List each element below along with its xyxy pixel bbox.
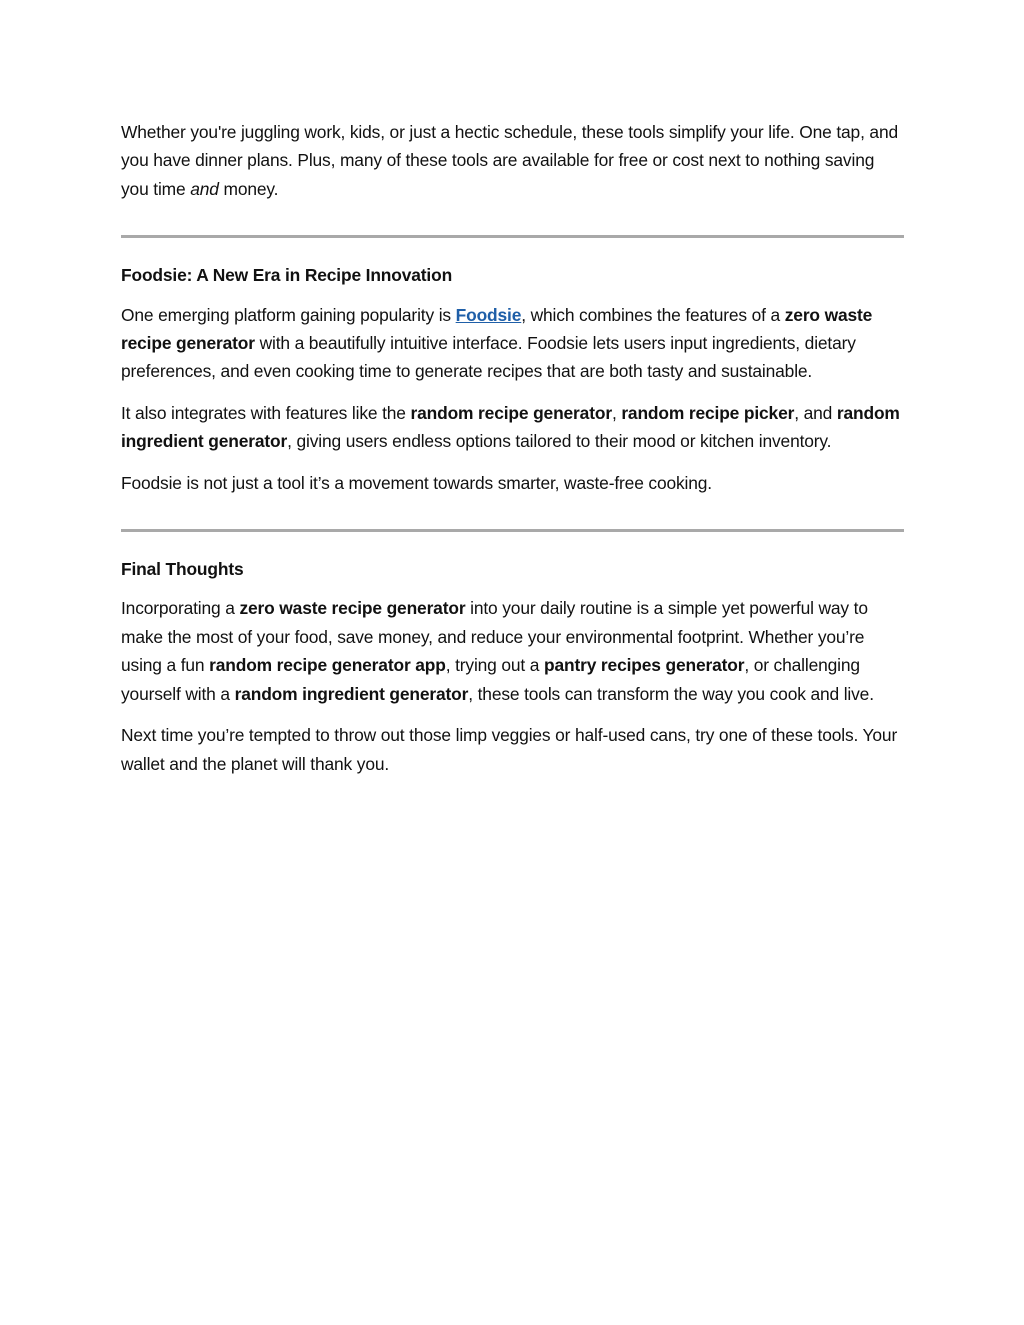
final-thoughts-heading: Final Thoughts — [121, 559, 244, 580]
section-divider — [121, 235, 904, 238]
foodsie-paragraph-2: It also integrates with features like the random recipe generator, random recipe picker, and random ingredient generator, giving users endless options tailored to their mood or kitchen inventory. — [121, 402, 900, 452]
emphasis-and: and — [190, 178, 219, 199]
foodsie-paragraph-3: Foodsie is not just a tool it’s a movement towards smarter, waste-free cooking. — [121, 472, 712, 493]
section-divider — [121, 529, 904, 532]
foodsie-heading: Foodsie: A New Era in Recipe Innovation — [121, 265, 453, 286]
intro-paragraph: Whether you're juggling work, kids, or just a hectic schedule, these tools simplify your life. One tap, and you have dinner plans. Plus, many of these tools are available for free or cost next to nothing saving you time and money. — [121, 122, 898, 199]
foodsie-link[interactable]: Foodsie — [455, 304, 522, 325]
foodsie-paragraph-1: One emerging platform gaining popularity is Foodsie, which combines the features of a zero waste recipe generator with a beautifully intuitive interface. Foodsie lets users input ingredients, dietary preferences, and even cooking time to generate recipes that are both tasty and sustainable. — [121, 304, 873, 382]
final-paragraph-1: Incorporating a zero waste recipe generator into your daily routine is a simple yet powerful way to make the most of your food, save money, and reduce your environmental footprint. Whether you’re using a fun random recipe generator app, trying out a pantry recipes generator, or challenging yourself with a random ingredient generator, these tools can transform the way you cook and live. — [121, 598, 874, 704]
final-paragraph-2: Next time you’re tempted to throw out those limp veggies or half-used cans, try one of these tools. Your wallet and the planet will thank you. — [121, 725, 898, 774]
document-page — [121, 118, 904, 778]
